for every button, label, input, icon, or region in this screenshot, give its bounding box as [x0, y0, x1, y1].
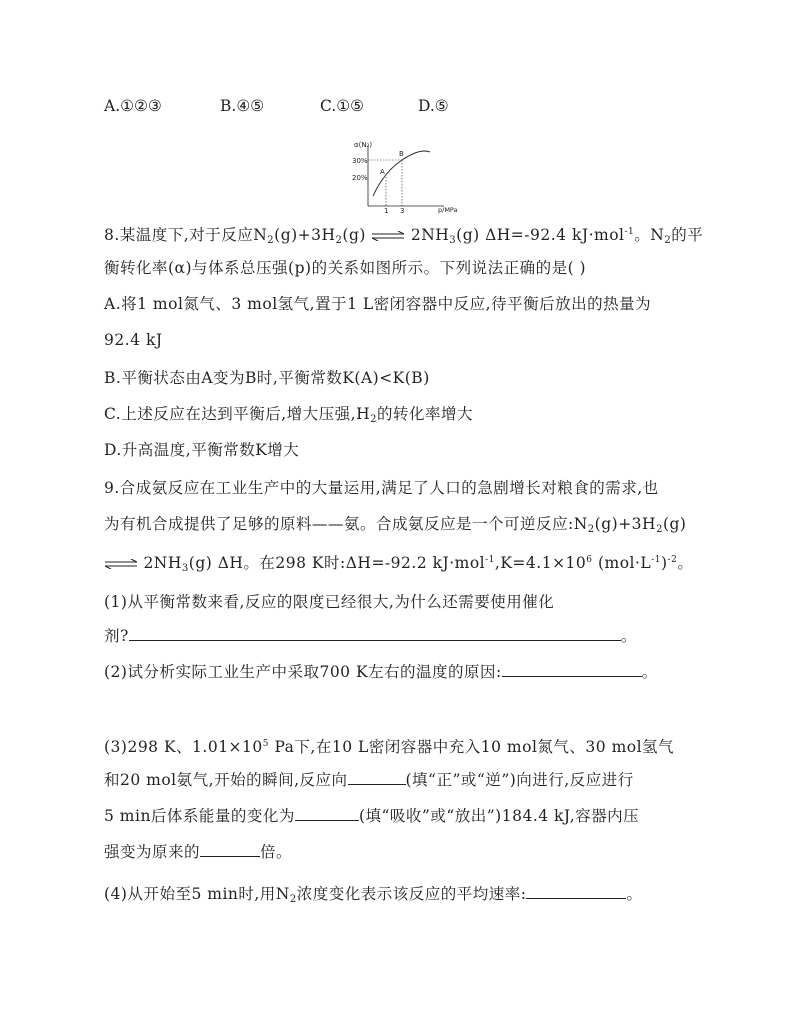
subscript: 2	[370, 414, 377, 425]
answer-blank-4[interactable]	[295, 806, 359, 821]
q9-part1-line-2	[104, 626, 637, 646]
text: 强变为原来的	[104, 843, 201, 861]
subscript: 3	[449, 235, 457, 246]
pressure-conversion-figure	[340, 140, 460, 220]
subscript: 3	[181, 563, 189, 574]
text: (g)+3H	[274, 226, 336, 244]
superscript: -1	[624, 227, 635, 237]
q9-part3-line-2	[104, 770, 634, 790]
text: Pa下,在10 L密闭容器中充入10 mol氮气、30 mol氢气	[269, 738, 675, 756]
text: (4)从开始至5 min时,用N	[104, 885, 290, 903]
text: (2)试分析实际工业生产中采取700 K左右的温度的原因:	[104, 663, 502, 681]
text: 剂?	[104, 627, 129, 645]
text: 5 min后体系能量的变化为	[104, 807, 295, 825]
text: 8.某温度下,对于反应N	[104, 226, 268, 244]
option-c: C.①⑤	[320, 97, 365, 115]
q9-part1-line-1: (1)从平衡常数来看,反应的限度已经很大,为什么还需要使用催化	[104, 593, 555, 611]
text: 和20 mol氨气,开始的瞬间,反应向	[104, 771, 348, 789]
text: 。	[641, 663, 658, 681]
option-a: A.①②③	[104, 97, 162, 115]
answer-blank-3[interactable]	[348, 770, 406, 785]
q9-part2	[104, 662, 658, 682]
equilibrium-arrow-icon	[371, 231, 405, 241]
q8-option-a-line-2: 92.4 kJ	[104, 331, 163, 349]
text: (3)298 K、1.01×10	[104, 738, 263, 756]
superscript: -1	[485, 555, 495, 565]
text: 2NH	[410, 226, 450, 244]
q8-option-c	[104, 404, 473, 430]
q8-option-a-line-1: A.将1 mol氮气、3 mol氢气,置于1 L密闭容器中反应,待平衡后放出的热量为	[104, 295, 652, 313]
y-tick-20: 20%	[352, 174, 368, 182]
text: (g)	[342, 226, 366, 244]
text: 为有机合成提供了足够的原料——氨。合成氨反应是一个可逆反应:N	[104, 515, 588, 533]
answer-blank-2[interactable]	[502, 662, 642, 677]
q9-part4	[104, 884, 643, 910]
subscript: 2	[664, 235, 672, 246]
q9-stem-line-3	[104, 550, 693, 579]
x-axis-label: p/MPa	[438, 206, 458, 214]
text: (填“吸收”或“放出”)184.4 kJ,容器内压	[358, 807, 640, 825]
answer-blank-6[interactable]	[526, 884, 626, 899]
answer-blank-5[interactable]	[200, 842, 260, 857]
text: (填“正”或“逆”)向进行,反应进行	[405, 771, 634, 789]
q9-stem-line-1: 9.合成氨反应在工业生产中的大量运用,满足了人口的急剧增长对粮食的需求,也	[104, 479, 659, 497]
equilibrium-arrow-icon	[104, 559, 138, 569]
subscript: 2	[335, 235, 343, 246]
text: 。	[677, 554, 694, 572]
subscript: 2	[289, 894, 297, 905]
superscript: 6	[586, 555, 593, 565]
text: C.上述反应在达到平衡后,增大压强,H	[104, 405, 371, 423]
q8-option-b: B.平衡状态由A变为B时,平衡常数K(A)<K(B)	[104, 369, 430, 387]
text: 的平	[671, 226, 704, 244]
text: (g)	[662, 515, 687, 533]
text: 。	[626, 885, 643, 903]
text: ,K=4.1×10	[494, 554, 587, 572]
x-tick-3: 3	[400, 207, 405, 215]
answer-blank-1[interactable]	[129, 626, 621, 641]
x-tick-1: 1	[384, 207, 389, 215]
text: 倍。	[260, 843, 293, 861]
y-tick-30: 30%	[352, 157, 368, 165]
text: (g)+3H	[594, 515, 657, 533]
superscript: -2	[667, 555, 678, 565]
q8-stem-line-1	[104, 222, 703, 251]
text: 的转化率增大	[376, 405, 473, 423]
text: (g) ΔH。在298 K时:ΔH=-92.2 kJ·mol	[188, 554, 486, 572]
option-d: D.⑤	[418, 97, 449, 115]
option-b: B.④⑤	[220, 97, 265, 115]
text: 。N	[634, 226, 665, 244]
q8-option-d: D.升高温度,平衡常数K增大	[104, 441, 300, 459]
subscript: 2	[587, 524, 595, 535]
q9-part3-line-4	[104, 842, 292, 862]
q8-stem-line-2: 衡转化率(α)与体系总压强(p)的关系如图所示。下列说法正确的是( )	[104, 259, 587, 277]
superscript: -1	[651, 555, 661, 565]
subscript: 2	[267, 235, 275, 246]
q9-part3-line-1	[104, 734, 674, 757]
text: 。	[620, 627, 637, 645]
point-a-label: A	[380, 168, 385, 176]
subscript: 2	[656, 524, 663, 535]
text: 2NH	[143, 554, 182, 572]
text: (g) ΔH=-92.4 kJ·mol	[456, 226, 625, 244]
text: )	[660, 554, 668, 572]
superscript: 5	[262, 739, 270, 749]
y-axis-label: α(N₂)	[354, 141, 373, 149]
point-b-label: B	[399, 150, 404, 158]
text: (mol·L	[592, 554, 652, 572]
text: 浓度变化表示该反应的平均速率:	[296, 885, 527, 903]
q9-stem-line-2	[104, 514, 686, 540]
q9-part3-line-3	[104, 806, 639, 826]
